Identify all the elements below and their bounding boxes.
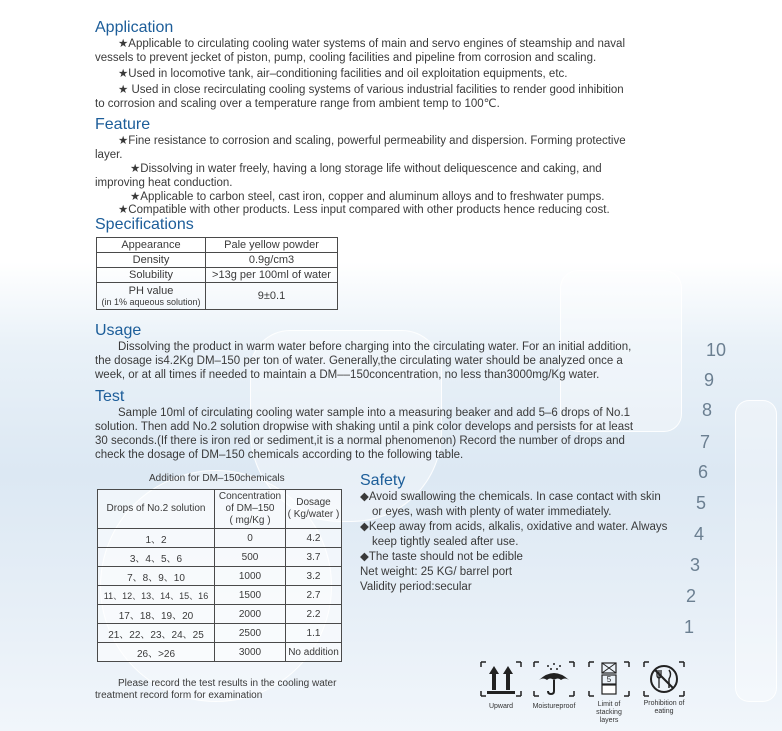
test-text-2: solution. Then add No.2 solution dropwise with shaking until a pink color develops and persists for at least [95, 421, 634, 433]
cell-drops: 3、4、5、6 [98, 548, 215, 567]
cell-dosage: 4.2 [286, 529, 342, 548]
specifications-table [96, 237, 338, 310]
conc-header-line: Concentration [218, 491, 282, 502]
moistureproof-icon [531, 660, 577, 698]
table-row [98, 529, 342, 548]
usage-text-3: week, or at all times if needed to maintain a DM––150concentration, no less than3000mg/Kg water. [95, 369, 600, 381]
usage-heading: Usage [95, 322, 142, 339]
tube-shape [735, 400, 777, 702]
spec-label: Solubility [97, 268, 206, 283]
table-note-2: treatment record form for examination [95, 690, 263, 701]
feature-text-2: ★Dissolving in water freely, having a long storage life without deliquescence and caking, and [130, 163, 602, 175]
no-eating-icon [641, 660, 687, 698]
feature-text-1b: layer. [95, 149, 123, 161]
scale-mark: 2 [686, 586, 697, 606]
cell-dosage: 2.2 [286, 605, 342, 624]
scale-mark: 3 [690, 555, 701, 575]
cell-drops: 11、12、13、14、15、16 [98, 586, 215, 605]
safety-text-2: ◆Keep away from acids, alkalis, oxidative and water. Always [360, 521, 668, 533]
table-note-1: Please record the test results in the cooling water [118, 678, 337, 689]
application-text-3: ★ Used in close recirculating cooling systems of various industrial facilities to render good inhibition [118, 84, 624, 96]
table-row [98, 586, 342, 605]
ph-note: (in 1% aqueous solution) [101, 297, 201, 307]
cell-drops: 21、22、23、24、25 [98, 624, 215, 643]
safety-heading: Safety [360, 472, 406, 489]
spec-row [97, 253, 338, 268]
conc-header-line: ( mg/Kg ) [229, 515, 271, 526]
validity-period: Validity period:secular [360, 581, 472, 593]
stacking-limit-number: 5 [606, 675, 612, 684]
col-concentration-header [215, 490, 286, 529]
spec-row [97, 268, 338, 283]
feature-text-1: ★Fine resistance to corrosion and scaling, powerful permeability and dispersion. Forming protective [118, 135, 626, 147]
col-dosage-header [286, 490, 342, 529]
cell-drops: 17、18、19、20 [98, 605, 215, 624]
safety-text-1b: or eyes, wash with plenty of water immediately. [372, 506, 612, 518]
cell-dosage: 1.1 [286, 624, 342, 643]
spec-label: Appearance [97, 238, 206, 253]
spec-value: >13g per 100ml of water [206, 268, 338, 283]
cell-concentration: 1500 [215, 586, 286, 605]
feature-text-2b: improving heat conduction. [95, 177, 233, 189]
conc-header-line: of DM–150 [225, 503, 275, 514]
usage-text-2: the dosage is4.2Kg DM–150 per ton of water. Generally,the circulating water should be analyzed once a [95, 355, 623, 367]
spec-label [97, 283, 206, 310]
safety-text-1: ◆Avoid swallowing the chemicals. In case contact with skin [360, 491, 661, 503]
cell-concentration: 2000 [215, 605, 286, 624]
feature-heading: Feature [95, 116, 151, 133]
dosage-table-caption: Addition for DM–150chemicals [149, 473, 285, 484]
scale-mark: 8 [702, 400, 713, 420]
table-row [98, 605, 342, 624]
application-text-2: ★Used in locomotive tank, air–conditioning facilities and oil exploitation equipments, etc. [118, 68, 568, 80]
dosage-header-line: Dosage [296, 497, 331, 508]
spec-row [97, 238, 338, 253]
table-row [98, 567, 342, 586]
cell-dosage: 3.2 [286, 567, 342, 586]
feature-text-3: ★Applicable to carbon steel, cast iron, copper and aluminum alloys and to freshwater pumps. [130, 191, 605, 203]
table-row [98, 548, 342, 567]
spec-row [97, 283, 338, 310]
test-text-4: check the dosage of DM–150 chemicals according to the following table. [95, 449, 464, 461]
scale-mark: 4 [694, 524, 705, 544]
application-heading: Application [95, 19, 174, 36]
scale-mark: 5 [696, 493, 707, 513]
no-eating-label: Prohibition of eating [643, 700, 685, 715]
ph-label: PH value [128, 285, 174, 297]
scale-mark: 9 [704, 370, 715, 390]
cell-concentration: 0 [215, 529, 286, 548]
cell-drops: 7、8、9、10 [98, 567, 215, 586]
safety-text-3: ◆The taste should not be edible [360, 551, 523, 563]
stacking-limit-icon [586, 660, 632, 698]
moistureproof-label: Moistureproof [532, 703, 576, 710]
net-weight: Net weight: 25 KG/ barrel port [360, 566, 513, 578]
cell-concentration: 3000 [215, 643, 286, 662]
upward-label: Upward [488, 703, 514, 710]
cell-dosage: 3.7 [286, 548, 342, 567]
cell-drops: 26、>26 [98, 643, 215, 662]
dosage-header-line: ( Kg/water ) [287, 509, 340, 520]
cell-dosage: No addition [286, 643, 342, 662]
col-drops-header: Drops of No.2 solution [98, 490, 215, 529]
application-text-3b: to corrosion and scaling over a temperature range from ambient temp to 100℃. [95, 98, 500, 110]
scale-mark: 7 [700, 432, 711, 452]
table-row [98, 624, 342, 643]
cell-concentration: 1000 [215, 567, 286, 586]
dosage-table [97, 489, 342, 662]
cell-dosage: 2.7 [286, 586, 342, 605]
spec-value: 9±0.1 [206, 283, 338, 310]
safety-text-2b: keep tightly sealed after use. [372, 536, 519, 548]
test-text-3: 30 seconds.(If there is iron red or sediment,it is a normal phenomenon) Record the number of drops and [95, 435, 625, 447]
dosage-header-row [98, 490, 342, 529]
cell-drops: 1、2 [98, 529, 215, 548]
cell-concentration: 500 [215, 548, 286, 567]
table-row [98, 643, 342, 662]
scale-mark: 1 [684, 617, 695, 637]
cell-concentration: 2500 [215, 624, 286, 643]
usage-text-1: Dissolving the product in warm water before charging into the circulating water. For an initial addition, [118, 341, 632, 353]
application-text-1b: vessels to prevent jecket of piston, pump, cooling facilities and pipeline from corrosion and scaling. [95, 52, 597, 64]
test-text-1: Sample 10ml of circulating cooling water sample into a measuring beaker and add 5–6 drops of No.1 [118, 407, 631, 419]
scale-mark: 6 [698, 462, 709, 482]
feature-text-4: ★Compatible with other products. Less input compared with other products hence reducing cost. [118, 204, 610, 216]
application-text-1: ★Applicable to circulating cooling water systems of main and servo engines of steamship and naval [118, 38, 625, 50]
measuring-scale [686, 340, 726, 640]
spec-value: Pale yellow powder [206, 238, 338, 253]
specifications-heading: Specifications [95, 216, 194, 233]
stacking-limit-label: Limit of stacking layers [596, 701, 622, 724]
spec-label: Density [97, 253, 206, 268]
scale-mark: 10 [706, 340, 727, 360]
upward-icon [478, 660, 524, 698]
test-heading: Test [95, 388, 125, 405]
spec-value: 0.9g/cm3 [206, 253, 338, 268]
